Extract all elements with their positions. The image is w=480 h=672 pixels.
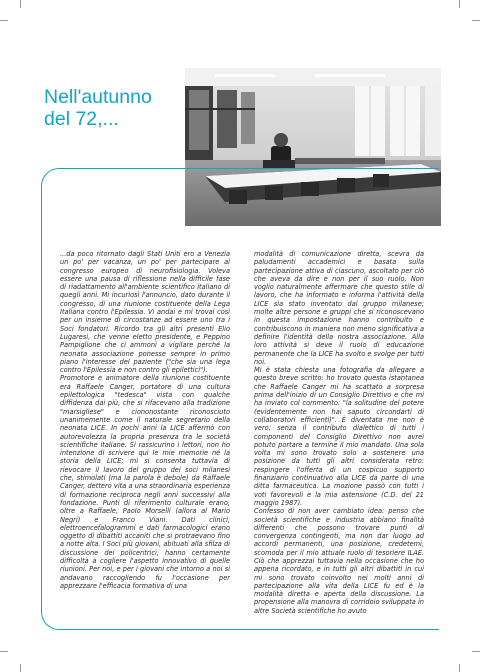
title-line-2: del 72,... [44, 108, 119, 130]
crop-mark [459, 664, 460, 672]
crop-mark [20, 0, 21, 8]
article-paragraph: Mi è stata chiesta una fotografia da allegare a questo breve scritto: ho trovato questa istantanea che Raffaele Canger mi ha scattato a sorpresa prima dell'inizio di un Consiglio Direttivo e che mi ha inviato col commento: "la solitudine del potere (evidentemente non hai saputo circondarti di collaboratori efficienti)". È diventata me non è vero; senza il contributo dialettico di tutti i componenti del Consiglio Direttivo non avrei potuto portare a termine il mio mandato. Una sola volta mi sono trovato solo a sostenere una posizione da tutti gli altri considerata retro: respingere l'offerta di un cospicuo supporto finanziario continuativo alla LICE da parte di una ditta farmaceutica. La mozione passò con tutti i voti favorevoli e la mia astensione (C.D. del 21 maggio 1987). [254, 366, 424, 507]
article-paragraph: Confesso di non aver cambiato idea: penso che società scientifiche e industria abbiano finalità differenti che possono trovare punti di convergenza contingenti, ma non dar luogo ad accordi permanenti, una posizione, credetemi, scomoda per il mio attuale ruolo di tesoriere ILAE. Ciò che apprezzai tuttavia nella occasione che ho appena ricordato, e in tutti gli altri dibattiti in cui mi sono trovato coinvolto nei molti anni di partecipazione alla vita della LICE fu ed è la modalità diretta e aperta della discussione. La propensione alla manovra di corridoio sviluppata in altre Società scientifiche ho avuto [254, 507, 424, 615]
article-paragraph: ...da poco ritornato dagli Stati Uniti ero a Venezia un po' per vacanza, un po' per partecipare al congresso europeo di neurofisiologia. Voleva essere una pausa di riflessione nella difficile fase di riadattamento all'ambiente scientifico italiano di quegli anni. Mi incuriosì l'annuncio, dato durante il congresso, di una riunione costituente della Lega Italiana contro l'Epilessia. Vi andai e mi trovai così per un insieme di circostanze ad essere uno tra i Soci fondatori. Ricordo tra gli altri presenti Elio Lugaresi, che venne eletto presidente, e Peppino Pampiglione che ci ammonì a vigilare perché la neonata associazione ponesse sempre in primo piano l'interesse del paziente ("che sia una lega contro l'Epilessia e non contro gli epilettici"). [60, 250, 230, 375]
article-paragraph: Promotore e animatore della riunione costituente era Raffaele Canger, portatore di una cultura epilettologica "tedesca" vista con qualche diffidenza dai più, che si rifacevano alla tradizione "marsigliese" e ciononostante riconosciuto unanimemente come il naturale segretario della neonata LICE. In pochi anni la LICE affermò con autorevolezza la propria presenza tra le società scientifiche italiane. Si rassicurino i lettori, non ho intenzione di scrivere qui le mie memorie né la storia della LICE; mi si consenta tuttavia di rievocare il lavoro del gruppo dei soci milanesi che, stimolati (ma la parola è debole) da Raffaele Canger, dettero vita a una straordinaria esperienza di formazione reciproca negli anni successivi alla fondazione. Punti di riferimento culturale erano, oltre a Raffaele, Paolo Morselli (allora al Mario Negri) e Franco Viani. Dati clinici, elettroencefalogrammi e dati farmacologici erano oggetto di dibattiti accaniti che si protraevano fino a notte alta. I Soci più giovani, abituati alla sfilza di discussione dei policentrici, hanno certamente difficoltà a cogliere l'aspetto innovativo di quelle riunioni. Per noi, e per i giovani che intorno a noi si andavano raccogliendo fu l'occasione per apprezzare l'efficacia formativa di una [60, 374, 230, 590]
article-column-left [60, 250, 230, 630]
crop-mark [20, 664, 21, 672]
crop-mark [0, 651, 8, 652]
crop-mark [459, 0, 460, 8]
article-paragraph: modalità di comunicazione diretta, scevra da paludamenti accademici e basata sulla partecipazione attiva di ciascuno, ascoltato per ciò che aveva da dire e non per il suo ruolo. Non voglio naturalmente affermare che questo stile di lavoro, che ha informato e informa l'attività della LICE sia stato inventato dal gruppo milanese; molte altre persone e gruppi che si riconoscevano in questa impostazione hanno contribuito e contribuiscono in maniera non meno significativa a definire l'identità della nostra associazione. Alla loro attività si deve il ruolo di educazione permanente che la LICE ha svolto e svolge per tutti noi. [254, 250, 424, 366]
crop-mark [472, 20, 480, 21]
title-line-1: Nell'autunno [44, 86, 152, 108]
page-title [44, 86, 194, 130]
article-column-right [254, 250, 424, 630]
crop-mark [0, 20, 8, 21]
crop-mark [472, 651, 480, 652]
